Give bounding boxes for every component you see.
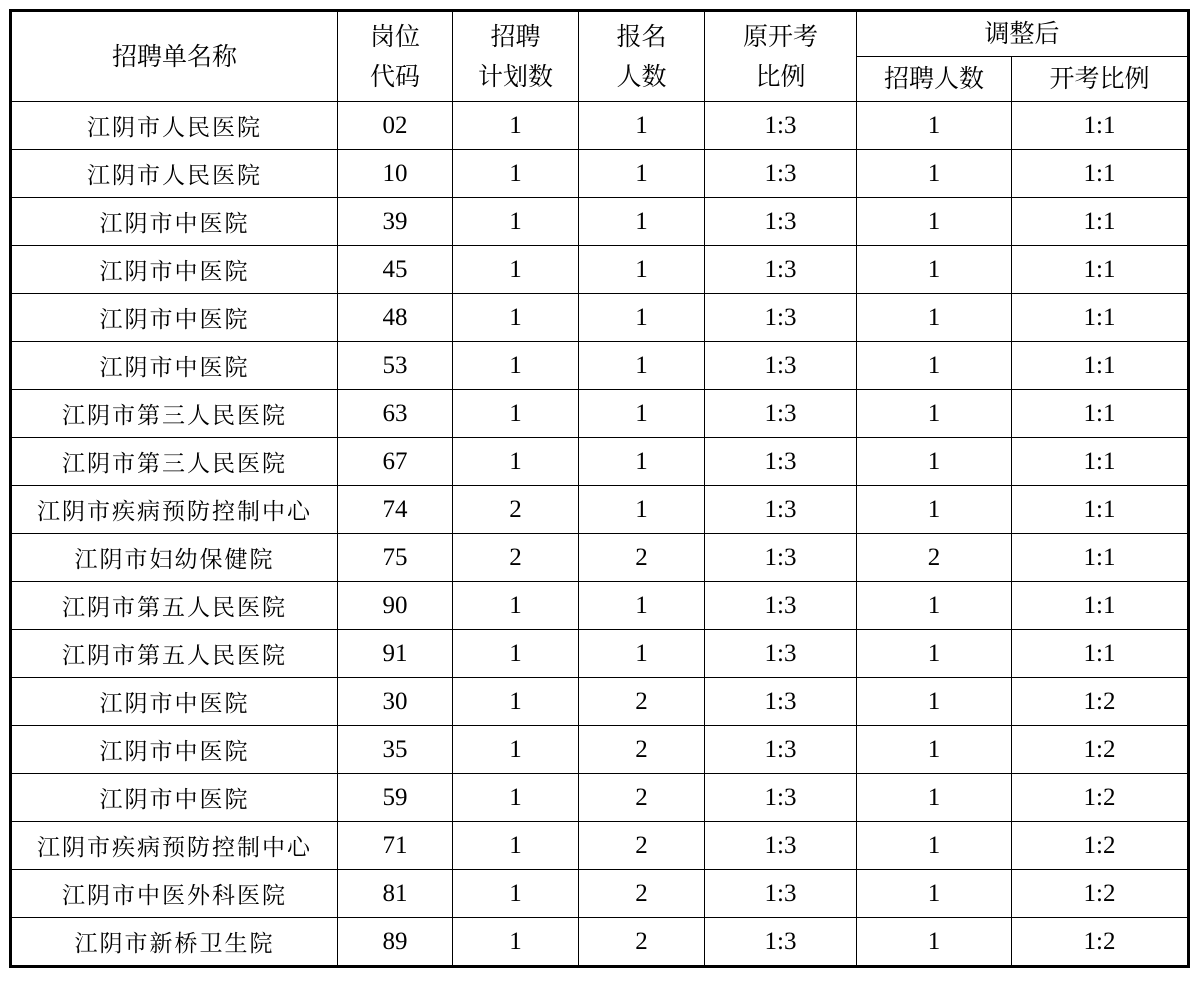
- table-row: [11, 294, 1189, 342]
- cell-adjusted-ratio: 1:1: [1012, 390, 1189, 438]
- cell-plan-count: 1: [453, 822, 579, 870]
- cell-post-code: 67: [338, 438, 453, 486]
- cell-applicants: 1: [579, 342, 705, 390]
- cell-adjusted-hire: 1: [857, 390, 1012, 438]
- cell-plan-count: 1: [453, 438, 579, 486]
- cell-post-code: 59: [338, 774, 453, 822]
- cell-adjusted-ratio: 1:2: [1012, 774, 1189, 822]
- cell-plan-count: 1: [453, 342, 579, 390]
- table-row: [11, 678, 1189, 726]
- cell-applicants: 2: [579, 726, 705, 774]
- cell-adjusted-ratio: 1:2: [1012, 918, 1189, 967]
- cell-applicants: 2: [579, 870, 705, 918]
- header-original-ratio-line2: 比例: [755, 61, 806, 91]
- cell-unit-name: 江阴市中医院: [11, 246, 338, 294]
- cell-unit-name: 江阴市中医外科医院: [11, 870, 338, 918]
- header-post-code-line2: 代码: [369, 61, 420, 91]
- cell-plan-count: 1: [453, 726, 579, 774]
- cell-adjusted-hire: 1: [857, 774, 1012, 822]
- cell-post-code: 10: [338, 150, 453, 198]
- header-plan-count-line2: 计划数: [477, 61, 553, 91]
- cell-original-ratio: 1:3: [705, 102, 857, 150]
- cell-original-ratio: 1:3: [705, 774, 857, 822]
- cell-adjusted-hire: 1: [857, 678, 1012, 726]
- cell-applicants: 1: [579, 486, 705, 534]
- cell-adjusted-hire: 2: [857, 534, 1012, 582]
- cell-adjusted-ratio: 1:1: [1012, 102, 1189, 150]
- cell-original-ratio: 1:3: [705, 246, 857, 294]
- cell-plan-count: 1: [453, 390, 579, 438]
- cell-unit-name: 江阴市人民医院: [11, 102, 338, 150]
- cell-unit-name: 江阴市中医院: [11, 774, 338, 822]
- cell-applicants: 1: [579, 198, 705, 246]
- cell-applicants: 2: [579, 918, 705, 967]
- table-row: [11, 342, 1189, 390]
- cell-post-code: 90: [338, 582, 453, 630]
- cell-post-code: 02: [338, 102, 453, 150]
- table-row: [11, 630, 1189, 678]
- header-adjusted-hire: 招聘人数: [857, 57, 1012, 102]
- cell-adjusted-hire: 1: [857, 486, 1012, 534]
- cell-adjusted-ratio: 1:1: [1012, 486, 1189, 534]
- header-applicants-line1: 报名: [616, 21, 667, 51]
- header-original-ratio: [705, 11, 857, 102]
- cell-adjusted-hire: 1: [857, 102, 1012, 150]
- cell-adjusted-hire: 1: [857, 822, 1012, 870]
- cell-original-ratio: 1:3: [705, 342, 857, 390]
- cell-plan-count: 1: [453, 630, 579, 678]
- cell-post-code: 89: [338, 918, 453, 967]
- cell-plan-count: 1: [453, 774, 579, 822]
- table-row: [11, 102, 1189, 150]
- cell-post-code: 71: [338, 822, 453, 870]
- cell-original-ratio: 1:3: [705, 918, 857, 967]
- cell-unit-name: 江阴市中医院: [11, 294, 338, 342]
- cell-post-code: 53: [338, 342, 453, 390]
- cell-applicants: 1: [579, 630, 705, 678]
- cell-post-code: 30: [338, 678, 453, 726]
- table-row: [11, 774, 1189, 822]
- table-body: [11, 102, 1189, 967]
- cell-original-ratio: 1:3: [705, 534, 857, 582]
- cell-applicants: 1: [579, 294, 705, 342]
- cell-unit-name: 江阴市第三人民医院: [11, 438, 338, 486]
- cell-original-ratio: 1:3: [705, 294, 857, 342]
- cell-applicants: 1: [579, 246, 705, 294]
- cell-post-code: 81: [338, 870, 453, 918]
- cell-adjusted-hire: 1: [857, 342, 1012, 390]
- table-row: [11, 918, 1189, 967]
- cell-unit-name: 江阴市妇幼保健院: [11, 534, 338, 582]
- cell-adjusted-hire: 1: [857, 438, 1012, 486]
- header-adjusted-ratio: 开考比例: [1012, 57, 1189, 102]
- table-row: [11, 822, 1189, 870]
- header-row-1: [11, 11, 1189, 57]
- cell-adjusted-hire: 1: [857, 870, 1012, 918]
- cell-original-ratio: 1:3: [705, 486, 857, 534]
- table-header: [11, 11, 1189, 102]
- cell-applicants: 1: [579, 102, 705, 150]
- cell-plan-count: 1: [453, 870, 579, 918]
- cell-plan-count: 1: [453, 246, 579, 294]
- cell-adjusted-ratio: 1:1: [1012, 582, 1189, 630]
- cell-plan-count: 1: [453, 102, 579, 150]
- cell-adjusted-ratio: 1:1: [1012, 246, 1189, 294]
- cell-plan-count: 1: [453, 582, 579, 630]
- cell-unit-name: 江阴市中医院: [11, 726, 338, 774]
- table-row: [11, 390, 1189, 438]
- cell-plan-count: 1: [453, 198, 579, 246]
- cell-applicants: 2: [579, 678, 705, 726]
- header-adjusted: 调整后: [857, 11, 1189, 57]
- cell-adjusted-ratio: 1:1: [1012, 294, 1189, 342]
- cell-adjusted-hire: 1: [857, 630, 1012, 678]
- header-post-code: [338, 11, 453, 102]
- cell-unit-name: 江阴市第五人民医院: [11, 582, 338, 630]
- cell-adjusted-hire: 1: [857, 150, 1012, 198]
- cell-post-code: 63: [338, 390, 453, 438]
- cell-adjusted-ratio: 1:1: [1012, 630, 1189, 678]
- cell-unit-name: 江阴市疾病预防控制中心: [11, 822, 338, 870]
- cell-plan-count: 1: [453, 294, 579, 342]
- cell-adjusted-hire: 1: [857, 246, 1012, 294]
- table-row: [11, 486, 1189, 534]
- cell-adjusted-hire: 1: [857, 918, 1012, 967]
- cell-unit-name: 江阴市中医院: [11, 678, 338, 726]
- cell-post-code: 45: [338, 246, 453, 294]
- cell-applicants: 1: [579, 438, 705, 486]
- cell-adjusted-ratio: 1:2: [1012, 678, 1189, 726]
- cell-adjusted-hire: 1: [857, 198, 1012, 246]
- cell-original-ratio: 1:3: [705, 822, 857, 870]
- cell-original-ratio: 1:3: [705, 438, 857, 486]
- cell-original-ratio: 1:3: [705, 198, 857, 246]
- cell-adjusted-hire: 1: [857, 726, 1012, 774]
- cell-adjusted-hire: 1: [857, 294, 1012, 342]
- cell-plan-count: 2: [453, 486, 579, 534]
- cell-post-code: 74: [338, 486, 453, 534]
- cell-plan-count: 1: [453, 678, 579, 726]
- cell-original-ratio: 1:3: [705, 150, 857, 198]
- cell-adjusted-ratio: 1:1: [1012, 534, 1189, 582]
- table-row: [11, 246, 1189, 294]
- cell-adjusted-ratio: 1:2: [1012, 726, 1189, 774]
- recruitment-adjustment-table: [9, 9, 1190, 968]
- cell-applicants: 2: [579, 822, 705, 870]
- cell-applicants: 1: [579, 582, 705, 630]
- cell-unit-name: 江阴市第五人民医院: [11, 630, 338, 678]
- header-applicants-line2: 人数: [616, 61, 667, 91]
- header-plan-count: [453, 11, 579, 102]
- cell-adjusted-ratio: 1:1: [1012, 438, 1189, 486]
- table-row: [11, 438, 1189, 486]
- cell-post-code: 39: [338, 198, 453, 246]
- cell-plan-count: 1: [453, 150, 579, 198]
- cell-post-code: 35: [338, 726, 453, 774]
- cell-applicants: 2: [579, 534, 705, 582]
- cell-post-code: 48: [338, 294, 453, 342]
- cell-unit-name: 江阴市中医院: [11, 198, 338, 246]
- header-unit-name: 招聘单名称: [11, 11, 338, 102]
- cell-adjusted-ratio: 1:2: [1012, 822, 1189, 870]
- cell-original-ratio: 1:3: [705, 582, 857, 630]
- cell-post-code: 91: [338, 630, 453, 678]
- cell-plan-count: 2: [453, 534, 579, 582]
- table-row: [11, 870, 1189, 918]
- cell-unit-name: 江阴市中医院: [11, 342, 338, 390]
- cell-unit-name: 江阴市新桥卫生院: [11, 918, 338, 967]
- cell-unit-name: 江阴市第三人民医院: [11, 390, 338, 438]
- cell-original-ratio: 1:3: [705, 870, 857, 918]
- header-applicants: [579, 11, 705, 102]
- cell-original-ratio: 1:3: [705, 390, 857, 438]
- table-row: [11, 726, 1189, 774]
- cell-adjusted-ratio: 1:1: [1012, 150, 1189, 198]
- cell-plan-count: 1: [453, 918, 579, 967]
- cell-original-ratio: 1:3: [705, 678, 857, 726]
- header-plan-count-line1: 招聘: [490, 21, 541, 51]
- cell-unit-name: 江阴市人民医院: [11, 150, 338, 198]
- cell-original-ratio: 1:3: [705, 726, 857, 774]
- cell-adjusted-ratio: 1:2: [1012, 870, 1189, 918]
- cell-applicants: 1: [579, 150, 705, 198]
- table-row: [11, 150, 1189, 198]
- table-row: [11, 534, 1189, 582]
- cell-post-code: 75: [338, 534, 453, 582]
- cell-adjusted-hire: 1: [857, 582, 1012, 630]
- cell-applicants: 1: [579, 390, 705, 438]
- cell-original-ratio: 1:3: [705, 630, 857, 678]
- table-row: [11, 198, 1189, 246]
- header-original-ratio-line1: 原开考: [742, 21, 818, 51]
- cell-unit-name: 江阴市疾病预防控制中心: [11, 486, 338, 534]
- cell-adjusted-ratio: 1:1: [1012, 342, 1189, 390]
- cell-applicants: 2: [579, 774, 705, 822]
- header-post-code-line1: 岗位: [369, 21, 420, 51]
- table-row: [11, 582, 1189, 630]
- cell-adjusted-ratio: 1:1: [1012, 198, 1189, 246]
